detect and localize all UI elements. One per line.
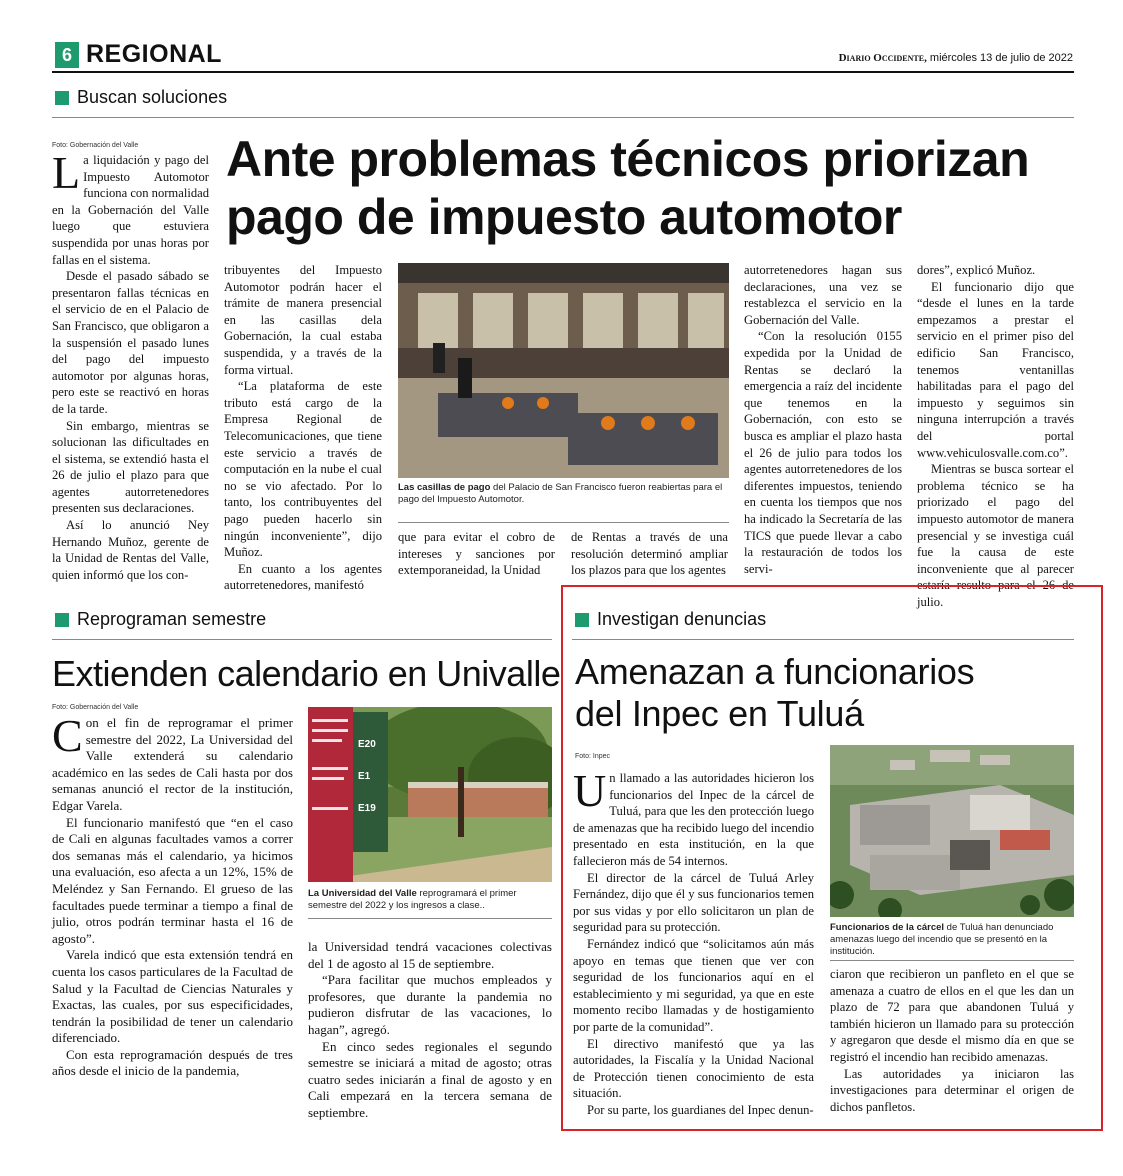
- photo-credit: Foto: Gobernación del Valle: [52, 704, 139, 711]
- kicker-text: Buscan soluciones: [77, 87, 228, 107]
- article1-col4: [571, 529, 728, 579]
- caption-rule: [308, 918, 552, 919]
- issue-date: miércoles 13 de julio de 2022: [929, 52, 1073, 64]
- photo-casillas-caption: Las casillas de pago del Palacio de San Francisco fueron reabiertas para el pago del Impuesto Automotor.: [398, 482, 723, 505]
- article1-col2: [224, 262, 382, 594]
- dropcap: L: [52, 147, 81, 198]
- kicker-reprograman-semestre: [55, 609, 266, 630]
- headline-line: del Inpec en Tuluá: [575, 693, 864, 734]
- paragraph: de Rentas a través de una resolución determinó ampliar los plazos para que los agentes: [571, 530, 728, 578]
- paper-name: Diario Occidente,: [838, 52, 927, 64]
- paragraph: la Universidad tendrá vacaciones colectivas del 1 de agosto al 15 de septiembre.: [308, 939, 552, 971]
- paragraph: ciaron que recibieron un panfleto en el que se amenaza a cuatro de ellos en el que les dan un plazo de 72 para que abandonen Tuluá y también hicieron un llamado para su protección y agregaron que desde el mismo día en que se registró el incendio han recibido amenazas.: [830, 967, 1074, 1064]
- photo-carcel-caption: Funcionarios de la cárcel de Tuluá han denunciado amenazas luego del incendio que se presentó en la institución.: [830, 922, 1054, 957]
- paragraph: Desde el pasado sábado se presentaron fallas técnicas en el servicio de en el Palacio de San Francisco, que obligaron a la suspensión el pasado lunes del pago del impuesto automotor por algunas horas, pero este se reactivó en horas de la tarde.: [52, 269, 209, 416]
- photo-credit: Foto: Gobernación del Valle: [52, 142, 139, 149]
- page-number-box: [55, 42, 79, 68]
- paragraph: autorretenedores hagan sus declaraciones, una vez se restablezca el servicio en la Gobernación del Valle.: [744, 263, 902, 327]
- headline-line: pago de impuesto automotor: [226, 189, 902, 245]
- paragraph: que para evitar el cobro de intereses y sanciones por extemporaneidad, la Unidad: [398, 530, 555, 578]
- paragraph: Las autoridades ya iniciaron las investigaciones para determinar el origen de dichos panfletos.: [830, 1066, 1074, 1114]
- headline-inpec: [575, 651, 1080, 735]
- paragraph: El directivo manifestó que ya las autoridades, la Fiscalía y la Unidad Nacional de Protección tienen conocimiento de esta situación.: [573, 1036, 814, 1101]
- paragraph: El director de la cárcel de Tuluá Arley Fernández, dijo que él y sus funcionarios temen por sus vidas y por ello solicitaron un plan de seguridad para su protección.: [573, 870, 814, 935]
- article1-col5: [744, 262, 902, 577]
- sign-label: E19: [358, 803, 376, 814]
- paragraph: Fernández indicó que “solicitamos aún más apoyo en temas que tienen que ver con seguridad de los funcionarios aquí en el establecimiento y mi seguridad, ya que en este momento recibo llamadas y de hostigamiento por parte de la comunidad”.: [573, 936, 814, 1034]
- photo-carcel-image: [830, 745, 1074, 917]
- headline-automotor: [226, 130, 1076, 246]
- photo-univalle: [308, 707, 552, 882]
- photo-credit: Foto: Inpec: [575, 753, 611, 760]
- paragraph: “La plataforma de este tributo está cargo de la Empresa Regional de Telecomunicaciones, que tiene este servicio a través de computación en la nube el cual no se vio afectado. Por lo tanto, los contribuyentes del pago pueden hacerlo sin ningún inconveniente”, dijo Muñoz.: [224, 379, 382, 560]
- headline-line: Amenazan a funcionarios: [575, 651, 975, 692]
- masthead: [839, 52, 1073, 64]
- paragraph: Varela indicó que esta extensión tendrá en cuenta los casos particulares de la Facultad de Salud y la Facultad de Ciencias Naturales y Exactas, las cuales, por sus especificidades, tendrán la posibilidad de tener un calendario diferenciado.: [52, 947, 293, 1046]
- lead-paragraph: La liquidación y pago del Impuesto Automotor funciona con normalidad en la Gobernación del Valle luego que estuviera suspendida por unas horas por fallas en el sistema.: [52, 147, 210, 267]
- paragraph: Sin embargo, mientras se solucionan las dificultades en el sistema, se extendió hasta el 26 de julio el plazo para que agentes autorretenedores presenten sus declaraciones.: [52, 418, 209, 516]
- section-title: REGIONAL: [86, 40, 222, 68]
- photo-univalle-image: [308, 707, 552, 882]
- kicker-square-icon: [55, 91, 69, 105]
- paragraph: Mientras se busca sortear el problema técnico se ha priorizado el pago del impuesto automotor de manera presencial y se investiga cuál fue la causa de este inconveniente que al parecer estaría resulto para el 26 de julio.: [917, 462, 1074, 609]
- lead-paragraph: Con el fin de reprogramar el primer semestre del 2022, La Universidad del Valle extenderá su calendario académico en las sedes de Cali hasta por dos semanas anunció el rector de la institución, Edgar Varela.: [52, 710, 293, 813]
- kicker-text: Reprograman semestre: [77, 609, 267, 629]
- kicker-buscan-soluciones: [55, 87, 227, 108]
- paragraph: “Con la resolución 0155 expedida por la Unidad de Rentas se declaró la emergencia a raíz del incidente que tenemos en la Gobernación, con esto se busca es ampliar el plazo hasta el 26 de julio para todos los agentes autorretenedores de los diferentes impuestos, teniendo en cuenta los tiempos que nos ha indicado la Secretaría de las TICS que puede llevar a cabo la restauración de todos los servi-: [744, 329, 902, 576]
- dropcap: C: [52, 710, 83, 761]
- header-rule: [52, 71, 1074, 73]
- kicker-rule: [52, 117, 1074, 118]
- paragraph: dores”, explicó Muñoz.: [917, 263, 1036, 277]
- photo-univalle-caption: La Universidad del Valle reprogramará el primer semestre del 2022 y los ingresos a clase..: [308, 888, 517, 911]
- photo-casillas: [398, 263, 729, 478]
- paragraph: Con esta reprogramación después de tres años desde el inicio de la pandemia,: [52, 1046, 293, 1079]
- kicker-rule: [52, 639, 552, 640]
- paragraph: El funcionario manifestó que “en el caso de Cali en algunas facultades vamos a correr dos semanas más el calendario, ya hicimos una evaluación, eso afecta a un 12%, 15% de Meléndez y San Fernando. El grueso de las facultades puede terminar a tiempo a final de julio, otros podrán terminar hasta el 16 de agosto”.: [52, 814, 293, 946]
- dropcap: U: [573, 765, 607, 816]
- caption-rule: [398, 522, 729, 523]
- sign-label: E1: [358, 771, 371, 782]
- paragraph: “Para facilitar que muchos empleados y profesores, que durante la pandemia no pudieron disfrutar de las vacaciones, lo hagan”, agregó.: [308, 972, 552, 1037]
- sign-label: E20: [358, 739, 376, 750]
- paragraph: Así lo anunció Ney Hernando Muñoz, gerente de la Unidad de Rentas del Valle, quien informó que los con-: [52, 518, 209, 582]
- lead-paragraph: Un llamado a las autoridades hicieron los funcionarios del Inpec de la cárcel de Tuluá, para que les den protección luego de amenazas que ha recibido luego del incendio presentado en esta institución, en la que fallecieron más de 54 internos.: [573, 765, 814, 868]
- article2-col1: [52, 710, 293, 1080]
- paragraph: Por su parte, los guardianes del Inpec denun-: [587, 1102, 814, 1117]
- paragraph: En cuanto a los agentes autorretenedores, manifestó: [224, 561, 382, 593]
- kicker-rule: [572, 639, 1074, 640]
- photo-casillas-image: [398, 263, 729, 478]
- paragraph: tribuyentes del Impuesto Automotor podrán hacer el trámite de manera presencial en las casillas dela Gobernación, la cual estaba suspendida, y a través de la forma virtual.: [224, 263, 382, 377]
- article3-col2: [830, 966, 1074, 1115]
- article1-col6: [917, 262, 1074, 610]
- headline-line: Ante problemas técnicos priorizan: [226, 131, 1030, 187]
- paragraph: El funcionario dijo que “desde el lunes en la tarde empezamos a prestar el servicio en el primer piso del edificio San Francisco, tenemos ventanillas habilitadas para el pago del impuesto y seguimos sin ninguna interrupción a través del portal www.vehiculosvalle.com.co”.: [917, 279, 1074, 460]
- caption-rule: [830, 960, 1074, 961]
- article1-col3: [398, 529, 555, 579]
- kicker-square-icon: [55, 613, 69, 627]
- article3-col1: [573, 765, 814, 1118]
- article2-col2: [308, 939, 552, 1122]
- photo-carcel: [830, 745, 1074, 917]
- article1-col1: [52, 147, 210, 583]
- kicker-investigan-denuncias: [575, 609, 766, 630]
- kicker-square-icon: [575, 613, 589, 627]
- kicker-text: Investigan denuncias: [597, 609, 767, 629]
- headline-univalle: Extienden calendario en Univalle: [52, 653, 561, 694]
- page-number: 6: [61, 45, 72, 65]
- paragraph: En cinco sedes regionales el segundo semestre se iniciará a mitad de agosto; otras cuatro sedes iniciarán a final de agosto y en Cali empezará en la tercera semana de septiembre.: [308, 1038, 552, 1120]
